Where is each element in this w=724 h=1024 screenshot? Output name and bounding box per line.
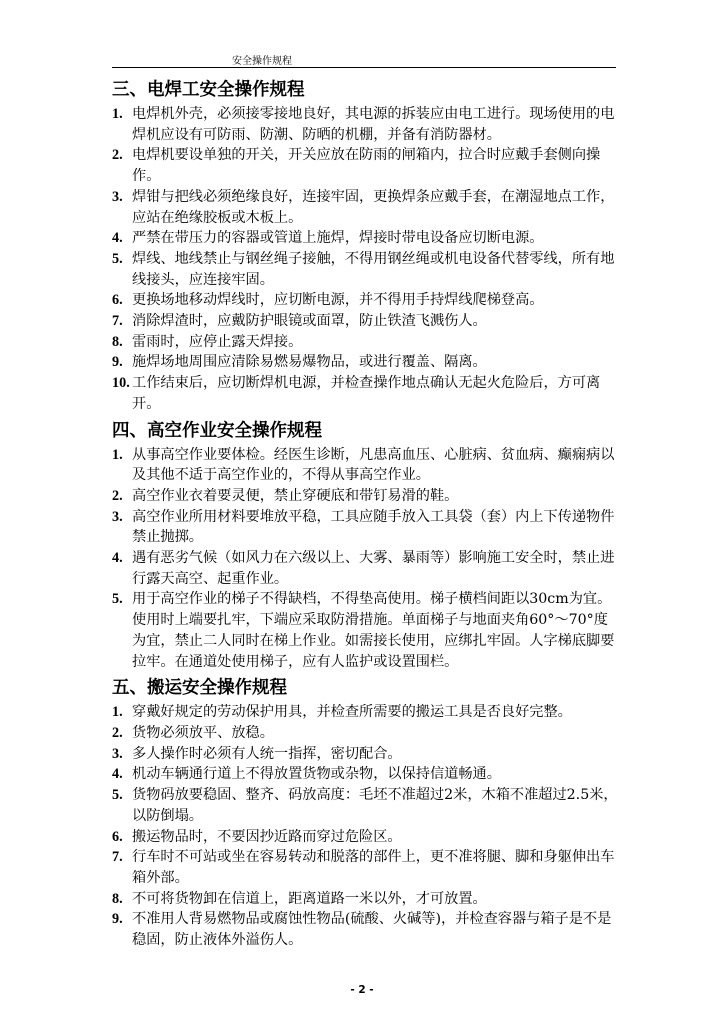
rule-item: [112, 507, 618, 548]
rule-item: [112, 486, 618, 507]
rule-item: [112, 827, 618, 848]
rule-number: 7.: [112, 313, 123, 330]
rule-text: 货物码放要稳固、整齐、码放高度：毛坯不准超过2米，木箱不准超过2.5米，以防倒塌。: [132, 787, 618, 824]
rule-item: [112, 744, 618, 765]
rule-number: 2.: [112, 724, 123, 741]
rule-text: 工作结束后，应切断焊机电源，并检查操作地点确认无起火危险后，方可离开。: [132, 375, 601, 412]
rule-number: 3.: [112, 188, 123, 205]
rule-text: 电焊机要设单独的开关，开关应放在防雨的闸箱内，拉合时应戴手套侧向操作。: [132, 147, 601, 185]
rule-number: 5.: [112, 591, 123, 608]
rule-text: 雷雨时，应停止露天焊接。: [132, 333, 303, 350]
document-body: [112, 78, 618, 951]
rule-item: [112, 723, 618, 744]
rule-item: [112, 104, 618, 145]
section-title: 四、高空作业安全操作规程: [112, 420, 322, 441]
rule-number: 6.: [112, 828, 123, 845]
rule-item: [112, 352, 618, 373]
section-high-altitude: [112, 419, 618, 673]
rule-number: 6.: [112, 292, 123, 309]
rule-text: 从事高空作业要体检。经医生诊断，凡患高血压、心脏病、贫血病、癫痫病以及其他不适于高空作业的，不得从事高空作业。: [132, 446, 615, 484]
rule-number: 1.: [112, 446, 123, 463]
rule-text: 电焊机外壳，必须接零接地良好，其电源的拆装应由电工进行。现场使用的电焊机应设有可防雨、防潮、防晒的机棚，并备有消防器材。: [132, 106, 615, 143]
rule-text: 严禁在带压力的容器或管道上施焊，焊接时带电设备应切断电源。: [132, 230, 544, 247]
rule-number: 8.: [112, 333, 123, 350]
rule-list: [112, 702, 618, 950]
rule-number: 3.: [112, 745, 123, 762]
rule-text: 搬运物品时，不要因抄近路而穿过危险区。: [132, 828, 402, 845]
section-handling: [112, 676, 618, 950]
rule-text: 行车时不可站或坐在容易转动和脱落的部件上，更不准将腿、脚和身躯伸出车箱外部。: [132, 849, 615, 886]
rule-item: [112, 764, 618, 785]
rule-item: [112, 589, 618, 672]
rule-text: 货物必须放平、放稳。: [132, 724, 274, 741]
rule-number: 9.: [112, 354, 123, 371]
rule-item: [112, 909, 618, 950]
header-rule: [112, 67, 616, 68]
rule-number: 4.: [112, 230, 123, 247]
rule-text: 多人操作时必须有人统一指挥，密切配合。: [132, 745, 402, 762]
page-header: [0, 0, 724, 70]
rule-text: 用于高空作业的梯子不得缺档，不得垫高使用。梯子横档间距以30cm为宜。使用时上端要扎牢，下端应采取防滑措施。单面梯子与地面夹角60°～70°度为宜，禁止二人同时在梯上作业。如需接长使用，应绑扎牢固。人字梯底脚要拉牢。在通道处使用梯子，应有人监护或设置围栏。: [132, 591, 615, 670]
rule-item: [112, 290, 618, 311]
rule-number: 1.: [112, 704, 123, 721]
rule-number: 9.: [112, 911, 123, 928]
page-number: - 2 -: [350, 984, 374, 996]
rule-text: 更换场地移动焊线时，应切断电源，并不得用手持焊线爬梯登高。: [132, 292, 544, 309]
rule-text: 消除焊渣时，应戴防护眼镜或面罩，防止铁渣飞溅伤人。: [132, 313, 487, 330]
rule-item: [112, 249, 618, 290]
section-welding: [112, 78, 618, 415]
rule-number: 5.: [112, 787, 123, 804]
rule-number: 1.: [112, 106, 123, 122]
rule-item: [112, 145, 618, 186]
rule-item: [112, 311, 618, 332]
rule-text: 高空作业所用材料要堆放平稳，工具应随手放入工具袋（套）内上下传递物件禁止抛掷。: [132, 508, 615, 546]
rule-item: [112, 889, 618, 910]
rule-item: [112, 445, 618, 486]
section-title: 三、电焊工安全操作规程: [112, 80, 305, 100]
section-title: 五、搬运安全操作规程: [112, 678, 287, 699]
rule-item: [112, 228, 618, 249]
rule-number: 7.: [112, 849, 123, 866]
rule-list: [112, 445, 618, 673]
rule-item: [112, 373, 618, 414]
rule-item: [112, 702, 618, 723]
rule-number: 8.: [112, 890, 123, 907]
rule-item: [112, 548, 618, 589]
rule-text: 遇有恶劣气候（如风力在六级以上、大雾、暴雨等）影响施工安全时，禁止进行露天高空、起重作业。: [132, 550, 615, 587]
rule-text: 高空作业衣着要灵便，禁止穿硬底和带钉易滑的鞋。: [132, 487, 459, 504]
rule-text: 机动车辆通行道上不得放置货物或杂物，以保持信道畅通。: [132, 766, 501, 783]
rule-number: 5.: [112, 250, 123, 267]
rule-number: 4.: [112, 766, 123, 783]
rule-number: 10.: [112, 375, 130, 392]
rule-text: 不可将货物卸在信道上，距离道路一米以外，才可放置。: [132, 890, 487, 907]
rule-text: 焊钳与把线必须绝缘良好，连接牢固，更换焊条应戴手套，在潮湿地点工作，应站在绝缘胶板或木板上。: [132, 188, 615, 226]
rule-number: 3.: [112, 508, 123, 525]
header-title: 安全操作规程: [232, 56, 292, 67]
rule-item: [112, 332, 618, 353]
rule-item: [112, 847, 618, 888]
rule-item: [112, 785, 618, 826]
rule-text: 不准用人背易燃物品或腐蚀性物品(硫酸、火碱等)，并检查容器与箱子是不是稳固，防止液体外溢伤人。: [132, 911, 612, 949]
rule-number: 2.: [112, 147, 123, 164]
rule-number: 2.: [112, 487, 123, 504]
rule-item: [112, 187, 618, 228]
rule-text: 穿戴好规定的劳动保护用具，并检查所需要的搬运工具是否良好完整。: [132, 704, 572, 721]
rule-text: 施焊场地周围应清除易燃易爆物品，或进行覆盖、隔离。: [132, 354, 487, 371]
rule-number: 4.: [112, 550, 123, 567]
rule-text: 焊线、地线禁止与钢丝绳子接触，不得用钢丝绳或机电设备代替零线，所有地线接头，应连接牢固。: [132, 250, 615, 288]
rule-list: [112, 104, 618, 415]
